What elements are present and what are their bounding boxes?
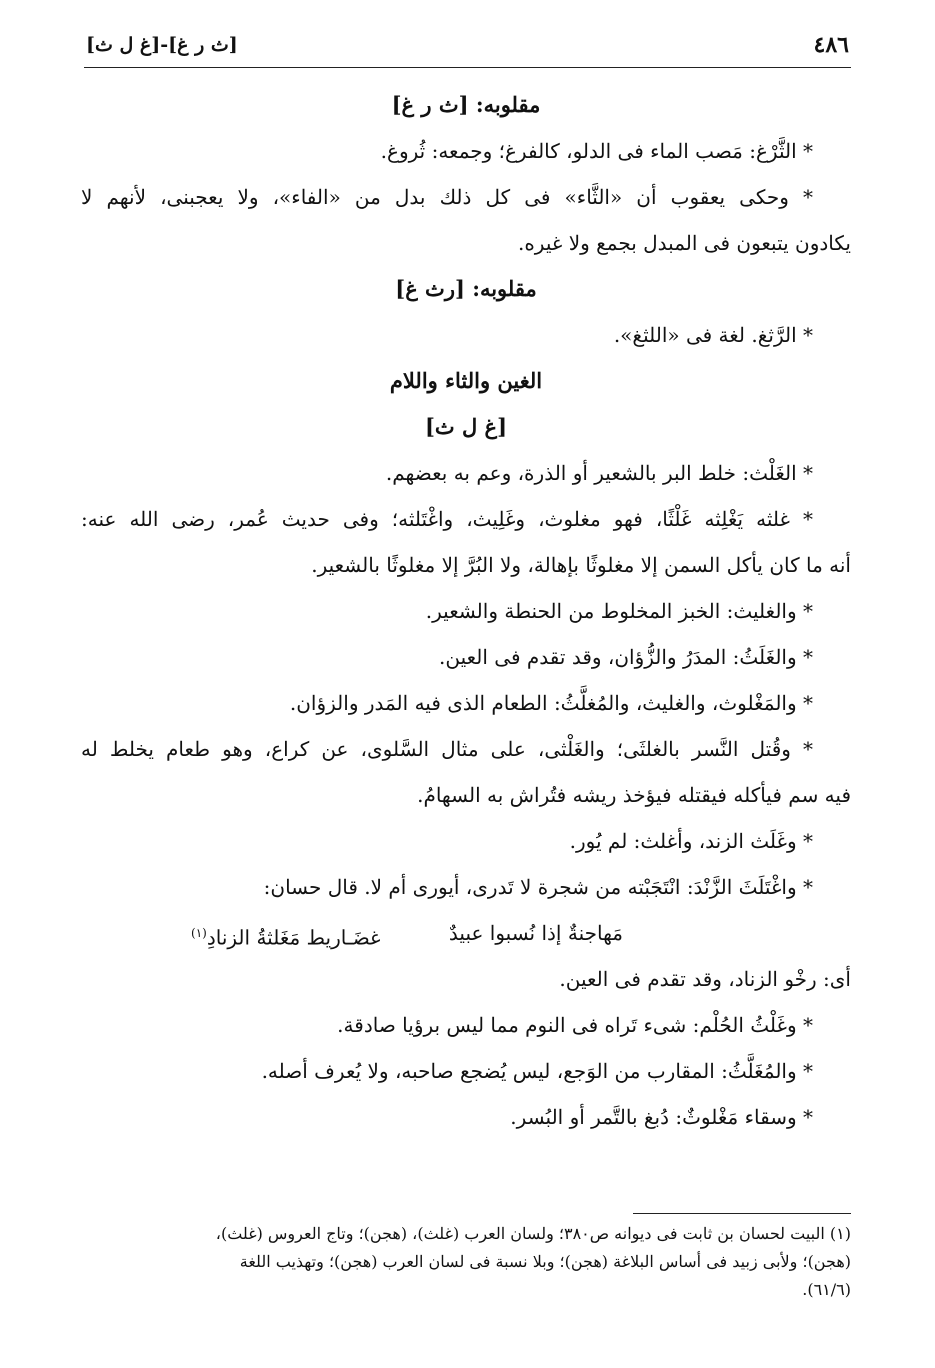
entry-line: * الغَلْث: خلط البر بالشعير أو الذرة، وعم به بعضهم. [385,461,813,485]
page-header [86,30,849,64]
page-number: ٤٨٦ [813,32,849,58]
entry-line: فيه سم فيأكله فيقتله فيؤخذ ريشه فتُراش به السهامُ. [417,783,851,807]
entry-line: * غلثه يَغْلِثه غَلْثًا، فهو مغلوث، وغَلِيث، واغْتَلثه؛ وفى حديث عُمر، رضى الله عنه: [81,507,813,531]
footnote-line: (٦١/٦). [802,1280,851,1299]
verse-second-hemistich-text: غضَـاريط مَغَلثةُ الزنادِ [206,925,381,950]
footnotes [81,1220,851,1304]
entry-line: * والغَلَثُ: المدَرُ والزُّؤان، وقد تقدم فى العين. [439,645,813,669]
entry-line: * وغَلَث الزند، وأغلث: لم يُور. [569,829,813,853]
entry-line: * وحكى يعقوب أن «الثَّاء» فى كل ذلك بدل من «الفاء»، ولا يعجبنى، لأنهم لا [81,185,813,209]
entry-line: * وقُتل النَّسر بالغلثَى؛ والغَلْثى، على مثال السَّلوى، عن كراع، وهو طعام يخلط له [81,737,813,761]
entry-line: * الثَّرْغ: مَصب الماء فى الدلو، كالفرغ؛ وجمعه: ثُروغ. [380,139,813,163]
poetry-verse [81,910,851,956]
entry-line: * والغليث: الخبز المخلوط من الحنطة والشعير. [425,599,813,623]
verse-first-hemistich: مَهاجنةٌ إذا نُسبوا عبيدٌ [448,921,623,945]
entry-line: أى: رخْو الزناد، وقد تقدم فى العين. [559,967,851,991]
entry-line: * وغَلْثُ الحُلْم: شىء تَراه فى النوم مما ليس برؤيا صادقة. [337,1013,813,1037]
footnote-line: (هجن)؛ ولأبى زبيد فى أساس البلاغة (هجن)؛ وبلا نسبة فى لسان العرب (هجن)؛ وتهذيب اللغة [239,1252,851,1271]
chapter-heading: الغين والثاء واللام [389,368,543,393]
footnote-marker: (١) [191,926,207,940]
entry-line: * والمُغَلَّثُ: المقارب من الوَجع، ليس يُضجع صاحبه، ولا يُعرف أصله. [261,1059,813,1083]
entry-line: * الرَّثغ. لغة فى «اللثغ». [613,323,813,347]
entry-line: أنه ما كان يأكل السمن إلا مغلوثًا بإهالة، ولا البُرَّ إلا مغلوثًا بالشعير. [311,553,851,577]
running-head: [ث ر غ]-[غ ل ث] [86,34,238,56]
entry-line: * والمَغْلوث، والغليث، والمُغلَّثُ: الطعام الذى فيه المَدر والزؤان. [289,691,813,715]
section-heading: مقلوبه: [رث غ] [395,276,537,301]
verse-second-hemistich [191,910,381,961]
root-heading: [غ ل ث] [424,414,508,439]
footnote-rule [633,1213,851,1214]
entry-line: * وسقاء مَغْلوثٌ: دُبغ بالتَّمر أو البُسر. [510,1105,813,1129]
entry-line: يكادون يتبعون فى المبدل بجمع ولا غيره. [517,231,851,255]
section-heading: مقلوبه: [ث ر غ] [391,92,541,117]
header-rule [84,67,851,68]
entry-line: * واغْتَلَثَ الزَّنْدَ: انْتَجَبْته من شجرة لا تَدرى، أيورى أم لا. قال حسان: [263,875,813,899]
main-text [81,82,851,1140]
footnote-line: (١) البيت لحسان بن ثابت فى ديوانه ص٣٨٠؛ ولسان العرب (غلث)، (هجن)؛ وتاج العروس (غلث)، [215,1224,851,1243]
